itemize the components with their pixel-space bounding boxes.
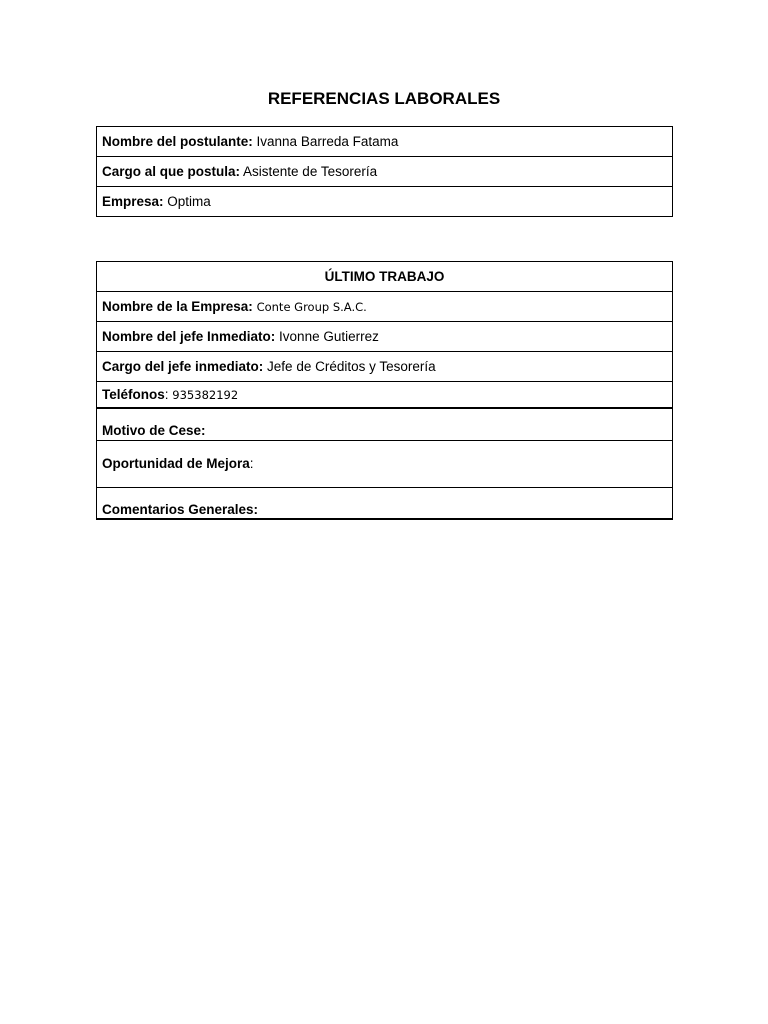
applicant-company-row	[97, 187, 673, 217]
applicant-name-cell	[97, 127, 673, 157]
boss-position-value: Jefe de Créditos y Tesorería	[267, 358, 436, 374]
phones-row	[97, 382, 673, 409]
phones-label: Teléfonos	[102, 386, 165, 402]
boss-position-row	[97, 352, 673, 382]
last-job-heading-row	[97, 262, 673, 292]
improvement-label: Oportunidad de Mejora	[102, 456, 250, 471]
applicant-position-cell	[97, 157, 673, 187]
improvement-colon: :	[249, 456, 254, 471]
applicant-table	[96, 126, 673, 217]
boss-name-value: Ivonne Gutierrez	[279, 328, 379, 344]
boss-position-cell	[97, 352, 673, 382]
phones-cell	[97, 382, 673, 409]
applicant-company-label: Empresa:	[102, 193, 164, 209]
last-job-company-row	[97, 292, 673, 322]
reason-row	[97, 408, 673, 441]
applicant-position-row	[97, 157, 673, 187]
boss-name-cell	[97, 322, 673, 352]
boss-position-label: Cargo del jefe inmediato:	[102, 358, 264, 374]
reason-cell	[97, 408, 673, 441]
last-job-company-value: Conte Group S.A.C.	[256, 299, 367, 314]
comments-row	[97, 488, 673, 520]
improvement-row	[97, 441, 673, 488]
comments-label: Comentarios Generales:	[102, 502, 259, 517]
applicant-name-label: Nombre del postulante:	[102, 133, 253, 149]
boss-name-label: Nombre del jefe Inmediato:	[102, 328, 276, 344]
applicant-position-label: Cargo al que postula:	[102, 163, 241, 179]
page-title: REFERENCIAS LABORALES	[267, 89, 501, 108]
applicant-company-value: Optima	[167, 193, 211, 209]
last-job-heading: ÚLTIMO TRABAJO	[97, 262, 673, 292]
phones-colon: :	[164, 386, 169, 402]
phones-value: 935382192	[172, 387, 239, 402]
last-job-table	[96, 261, 673, 520]
last-job-company-cell	[97, 292, 673, 322]
applicant-company-cell	[97, 187, 673, 217]
reason-label: Motivo de Cese:	[102, 423, 206, 438]
last-job-company-label: Nombre de la Empresa:	[102, 298, 253, 314]
applicant-name-row	[97, 127, 673, 157]
applicant-name-value: Ivanna Barreda Fatama	[256, 133, 399, 149]
boss-name-row	[97, 322, 673, 352]
comments-cell	[97, 488, 673, 520]
improvement-cell	[97, 441, 673, 488]
applicant-position-value: Asistente de Tesorería	[243, 163, 378, 179]
